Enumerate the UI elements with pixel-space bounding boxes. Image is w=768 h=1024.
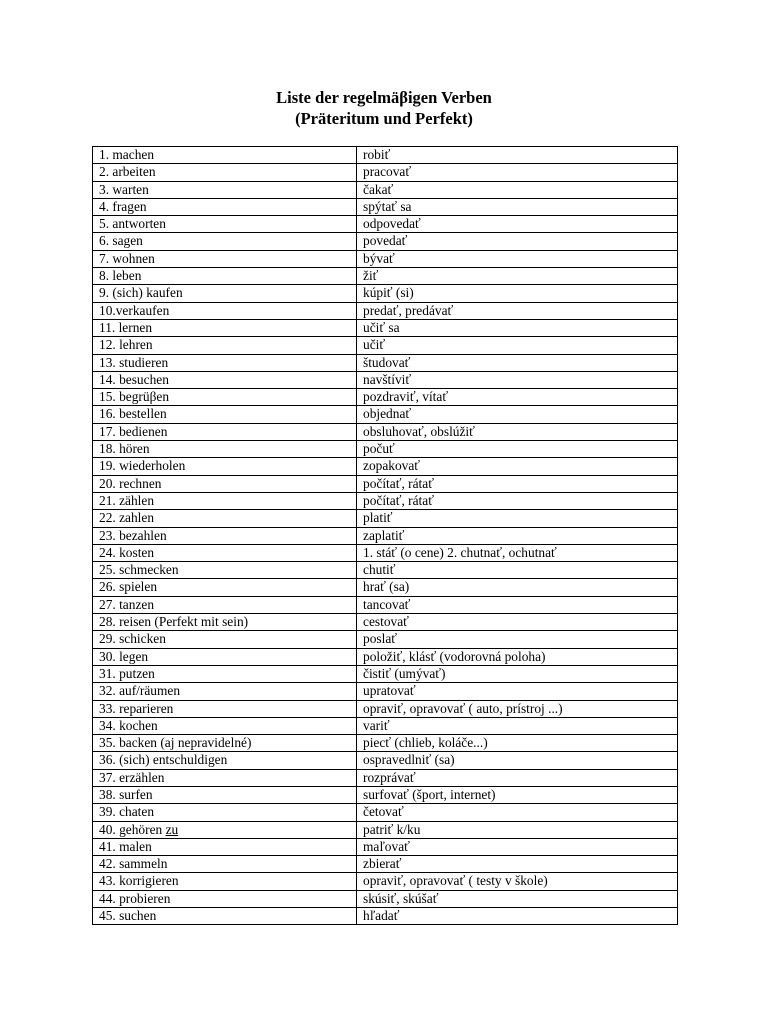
german-verb-cell (93, 147, 357, 164)
german-verb: 31. putzen (99, 665, 155, 681)
slovak-translation-cell (357, 337, 678, 354)
slovak-translation: zopakovať (363, 458, 421, 474)
german-verb-cell (93, 752, 357, 769)
german-verb: 2. arbeiten (99, 164, 156, 180)
german-verb: 13. studieren (99, 354, 169, 370)
slovak-translation: kúpiť (si) (363, 285, 414, 301)
german-verb-cell (93, 769, 357, 786)
german-verb-cell (93, 873, 357, 890)
table-row (93, 527, 678, 544)
slovak-translation-cell (357, 233, 678, 250)
german-verb: 7. wohnen (99, 250, 155, 266)
german-verb: 39. chaten (99, 804, 155, 820)
german-verb-cell (93, 216, 357, 233)
slovak-translation-cell (357, 562, 678, 579)
german-verb: 14. besuchen (99, 371, 169, 387)
german-verb-cell (93, 475, 357, 492)
slovak-translation: predať, predávať (363, 302, 454, 318)
german-verb: 33. reparieren (99, 700, 174, 716)
slovak-translation-cell (357, 838, 678, 855)
table-row (93, 544, 678, 561)
slovak-translation: zaplatiť (363, 527, 405, 543)
slovak-translation-cell (357, 406, 678, 423)
german-verb-cell (93, 337, 357, 354)
table-row (93, 717, 678, 734)
slovak-translation: tancovať (363, 596, 411, 612)
slovak-translation-cell (357, 804, 678, 821)
slovak-translation: učiť (363, 337, 386, 353)
table-row (93, 683, 678, 700)
table-row (93, 700, 678, 717)
slovak-translation-cell (357, 631, 678, 648)
german-verb: 36. (sich) entschuldigen (99, 752, 228, 768)
german-verb: 11. lernen (99, 319, 153, 335)
table-row (93, 181, 678, 198)
slovak-translation-cell (357, 786, 678, 803)
slovak-translation-cell (357, 441, 678, 458)
german-verb: 28. reisen (Perfekt mit sein) (99, 614, 249, 630)
table-row (93, 786, 678, 803)
german-verb-cell (93, 164, 357, 181)
slovak-translation: pracovať (363, 164, 412, 180)
german-verb: 3. warten (99, 181, 149, 197)
german-verb-cell (93, 786, 357, 803)
slovak-translation: skúsiť, skúšať (363, 890, 439, 906)
german-verb: 41. malen (99, 838, 152, 854)
slovak-translation-cell (357, 319, 678, 336)
german-verb-cell (93, 683, 357, 700)
slovak-translation: hľadať (363, 908, 400, 924)
title-line-2: (Präteritum und Perfekt) (295, 109, 473, 128)
slovak-translation-cell (357, 510, 678, 527)
title-line-1: Liste der regelmäβigen Verben (276, 88, 492, 107)
german-verb: 42. sammeln (99, 856, 168, 872)
german-verb-cell (93, 302, 357, 319)
slovak-translation: platiť (363, 510, 393, 526)
german-verb-cell (93, 198, 357, 215)
table-row (93, 838, 678, 855)
slovak-translation: povedať (363, 233, 408, 249)
slovak-translation: pozdraviť, vítať (363, 389, 449, 405)
slovak-translation: rozprávať (363, 769, 416, 785)
slovak-translation: bývať (363, 250, 395, 266)
german-verb: 23. bezahlen (99, 527, 167, 543)
slovak-translation: učiť sa (363, 319, 400, 335)
slovak-translation-cell (357, 596, 678, 613)
table-row (93, 752, 678, 769)
table-row (93, 769, 678, 786)
table-row (93, 164, 678, 181)
german-verb: 26. spielen (99, 579, 158, 595)
german-verb: 24. kosten (99, 544, 155, 560)
table-row (93, 475, 678, 492)
table-row (93, 233, 678, 250)
german-verb: 34. kochen (99, 717, 158, 733)
slovak-translation-cell (357, 198, 678, 215)
slovak-translation-cell (357, 458, 678, 475)
slovak-translation: čakať (363, 181, 394, 197)
verb-table (92, 146, 678, 925)
german-verb: 32. auf/räumen (99, 683, 181, 699)
table-row (93, 856, 678, 873)
slovak-translation-cell (357, 648, 678, 665)
slovak-translation-cell (357, 544, 678, 561)
slovak-translation-cell (357, 735, 678, 752)
slovak-translation: upratovať (363, 683, 416, 699)
german-verb: 45. suchen (99, 908, 157, 924)
preposition-underlined: zu (165, 821, 179, 837)
german-verb: 44. probieren (99, 890, 171, 906)
german-verb: 40. gehören (99, 821, 163, 837)
german-verb-cell (93, 908, 357, 925)
german-verb-cell (93, 458, 357, 475)
table-row (93, 908, 678, 925)
table-row (93, 389, 678, 406)
table-row (93, 614, 678, 631)
document-title (0, 87, 768, 129)
table-row (93, 337, 678, 354)
german-verb-cell (93, 441, 357, 458)
table-row (93, 510, 678, 527)
slovak-translation-cell (357, 614, 678, 631)
german-verb: 22. zahlen (99, 510, 155, 526)
table-row (93, 873, 678, 890)
slovak-translation-cell (357, 665, 678, 682)
german-verb-cell (93, 285, 357, 302)
german-verb: 43. korrigieren (99, 873, 179, 889)
german-verb-cell (93, 544, 357, 561)
table-row (93, 648, 678, 665)
slovak-translation: ospravedlniť (sa) (363, 752, 455, 768)
german-verb: 37. erzählen (99, 769, 165, 785)
table-row (93, 804, 678, 821)
slovak-translation-cell (357, 752, 678, 769)
table-row (93, 890, 678, 907)
table-row (93, 821, 678, 838)
german-verb: 8. leben (99, 268, 142, 284)
german-verb-cell (93, 389, 357, 406)
german-verb-cell (93, 354, 357, 371)
slovak-translation-cell (357, 423, 678, 440)
slovak-translation: študovať (363, 354, 411, 370)
table-row (93, 285, 678, 302)
slovak-translation-cell (357, 285, 678, 302)
slovak-translation-cell (357, 700, 678, 717)
slovak-translation: žiť (363, 268, 379, 284)
german-verb: 15. begrüβen (99, 389, 170, 405)
german-verb-cell (93, 717, 357, 734)
slovak-translation-cell (357, 873, 678, 890)
german-verb-cell (93, 371, 357, 388)
slovak-translation: patriť k/ku (363, 821, 421, 837)
german-verb-cell (93, 406, 357, 423)
german-verb-cell (93, 804, 357, 821)
table-row (93, 319, 678, 336)
slovak-translation: odpovedať (363, 216, 421, 232)
german-verb-cell (93, 181, 357, 198)
slovak-translation-cell (357, 908, 678, 925)
slovak-translation-cell (357, 475, 678, 492)
german-verb-cell (93, 665, 357, 682)
slovak-translation: počítať, rátať (363, 475, 434, 491)
table-row (93, 665, 678, 682)
slovak-translation-cell (357, 268, 678, 285)
slovak-translation-cell (357, 181, 678, 198)
slovak-translation: objednať (363, 406, 412, 422)
slovak-translation-cell (357, 250, 678, 267)
slovak-translation: cestovať (363, 614, 409, 630)
slovak-translation: opraviť, opravovať ( testy v škole) (363, 873, 548, 889)
slovak-translation-cell (357, 769, 678, 786)
slovak-translation: četovať (363, 804, 404, 820)
slovak-translation-cell (357, 717, 678, 734)
german-verb: 17. bedienen (99, 423, 168, 439)
slovak-translation: hrať (sa) (363, 579, 410, 595)
german-verb: 20. rechnen (99, 475, 162, 491)
german-verb-cell (93, 579, 357, 596)
german-verb-cell (93, 856, 357, 873)
slovak-translation: položiť, klásť (vodorovná poloha) (363, 648, 546, 664)
german-verb-cell (93, 527, 357, 544)
slovak-translation: zbierať (363, 856, 402, 872)
table-row (93, 579, 678, 596)
slovak-translation-cell (357, 302, 678, 319)
slovak-translation: poslať (363, 631, 397, 647)
slovak-translation: obsluhovať, obslúžiť (363, 423, 475, 439)
slovak-translation: variť (363, 717, 390, 733)
german-verb: 9. (sich) kaufen (99, 285, 183, 301)
german-verb-cell (93, 268, 357, 285)
table-row (93, 458, 678, 475)
german-verb: 10.verkaufen (99, 302, 170, 318)
table-row (93, 562, 678, 579)
table-row (93, 198, 678, 215)
german-verb: 19. wiederholen (99, 458, 186, 474)
slovak-translation: piecť (chlieb, koláče...) (363, 735, 488, 751)
slovak-translation: maľovať (363, 838, 410, 854)
german-verb-cell (93, 562, 357, 579)
german-verb: 38. surfen (99, 786, 153, 802)
slovak-translation: počítať, rátať (363, 492, 434, 508)
german-verb: 5. antworten (99, 216, 166, 232)
slovak-translation-cell (357, 527, 678, 544)
table-row (93, 268, 678, 285)
german-verb: 1. machen (99, 147, 155, 162)
slovak-translation-cell (357, 164, 678, 181)
slovak-translation: robiť (363, 147, 391, 162)
german-verb-cell (93, 614, 357, 631)
slovak-translation-cell (357, 147, 678, 164)
table-row (93, 735, 678, 752)
german-verb-cell (93, 423, 357, 440)
slovak-translation-cell (357, 890, 678, 907)
german-verb-cell (93, 233, 357, 250)
slovak-translation-cell (357, 216, 678, 233)
german-verb-cell (93, 596, 357, 613)
slovak-translation: čistiť (umývať) (363, 665, 446, 681)
german-verb: 21. zählen (99, 492, 155, 508)
german-verb: 35. backen (aj nepravidelné) (99, 735, 252, 751)
german-verb-cell (93, 631, 357, 648)
german-verb-cell (93, 700, 357, 717)
slovak-translation-cell (357, 371, 678, 388)
slovak-translation: surfovať (šport, internet) (363, 786, 496, 802)
german-verb-cell (93, 821, 357, 838)
slovak-translation: počuť (363, 441, 395, 457)
german-verb: 30. legen (99, 648, 149, 664)
german-verb-cell (93, 319, 357, 336)
slovak-translation-cell (357, 579, 678, 596)
german-verb: 25. schmecken (99, 562, 179, 578)
german-verb: 12. lehren (99, 337, 153, 353)
table-row (93, 147, 678, 164)
slovak-translation-cell (357, 821, 678, 838)
slovak-translation: opraviť, opravovať ( auto, prístroj ...) (363, 700, 563, 716)
table-row (93, 250, 678, 267)
german-verb: 16. bestellen (99, 406, 167, 422)
german-verb: 6. sagen (99, 233, 143, 249)
german-verb: 4. fragen (99, 198, 147, 214)
slovak-translation: chutiť (363, 562, 396, 578)
slovak-translation: navštíviť (363, 371, 412, 387)
verb-table-body (93, 147, 678, 925)
slovak-translation-cell (357, 354, 678, 371)
table-row (93, 631, 678, 648)
german-verb-cell (93, 735, 357, 752)
german-verb-cell (93, 648, 357, 665)
table-row (93, 441, 678, 458)
german-verb-cell (93, 890, 357, 907)
german-verb: 27. tanzen (99, 596, 155, 612)
slovak-translation-cell (357, 856, 678, 873)
slovak-translation-cell (357, 389, 678, 406)
table-row (93, 492, 678, 509)
slovak-translation-cell (357, 492, 678, 509)
slovak-translation-cell (357, 683, 678, 700)
german-verb-cell (93, 838, 357, 855)
table-row (93, 216, 678, 233)
slovak-translation: spýtať sa (363, 198, 412, 214)
german-verb-cell (93, 250, 357, 267)
table-row (93, 371, 678, 388)
table-row (93, 302, 678, 319)
table-row (93, 406, 678, 423)
table-row (93, 354, 678, 371)
german-verb-cell (93, 510, 357, 527)
table-row (93, 596, 678, 613)
german-verb: 29. schicken (99, 631, 166, 647)
german-verb: 18. hören (99, 441, 150, 457)
german-verb-cell (93, 492, 357, 509)
slovak-translation: 1. stáť (o cene) 2. chutnať, ochutnať (363, 544, 557, 560)
table-row (93, 423, 678, 440)
